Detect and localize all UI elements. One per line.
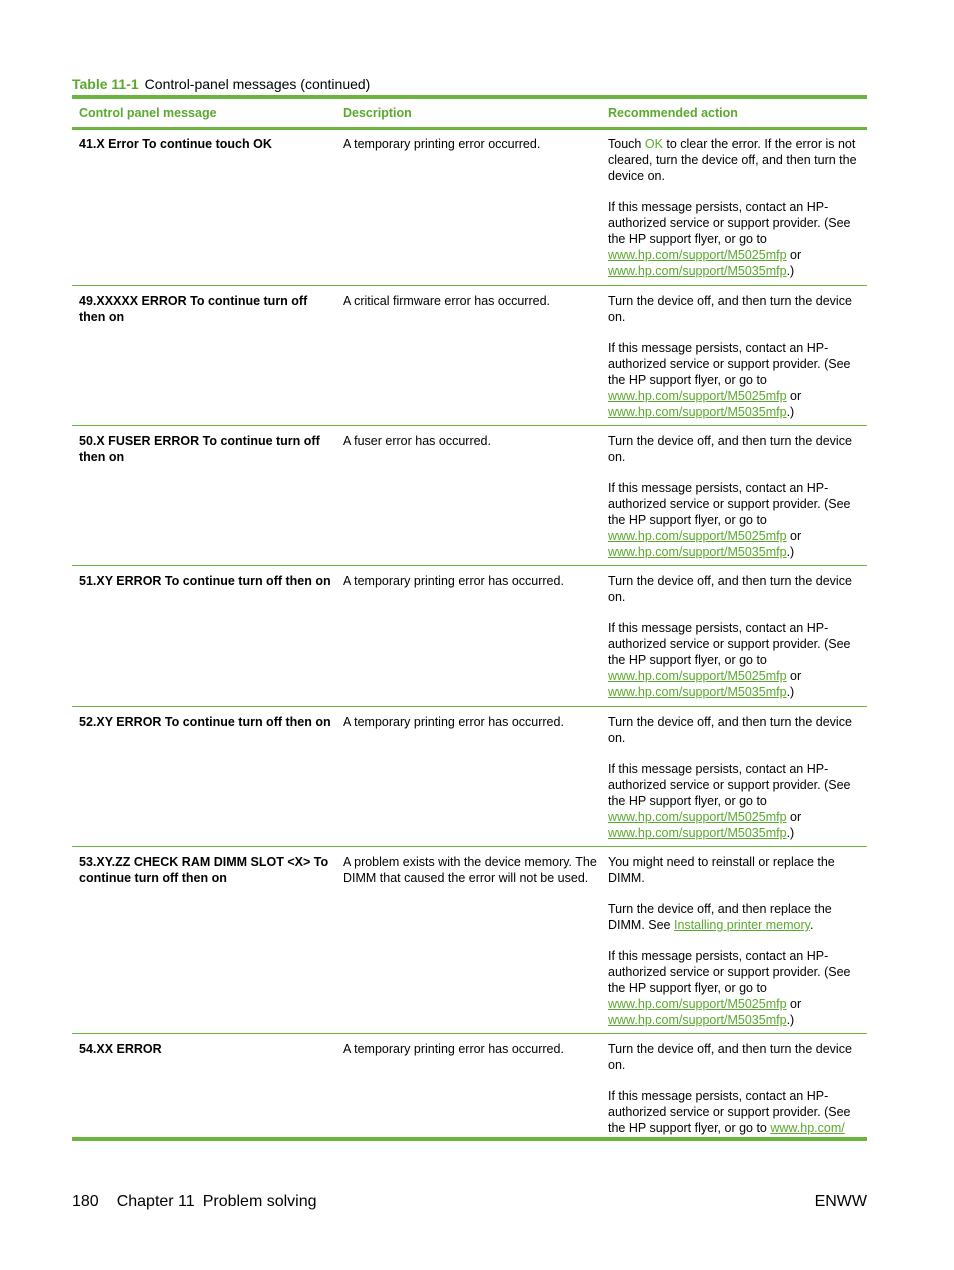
description-cell: A temporary printing error has occurred. xyxy=(343,1042,564,1056)
table-title: Control-panel messages (continued) xyxy=(144,76,371,92)
header-description: Description xyxy=(343,106,412,120)
close-text: .) xyxy=(786,685,795,699)
support-link-m5035[interactable]: www.hp.com/support/M5035mfp xyxy=(608,405,787,419)
message-cell: 53.XY.ZZ CHECK RAM DIMM SLOT <X> To continue turn off then on xyxy=(79,855,329,885)
action-cell xyxy=(608,293,867,420)
support-link-m5025[interactable]: www.hp.com/support/M5025mfp xyxy=(608,529,787,543)
support-link-m5035[interactable]: www.hp.com/support/M5035mfp xyxy=(608,685,787,699)
table-number: Table 11-1 xyxy=(72,76,139,92)
message-cell: 51.XY ERROR To continue turn off then on xyxy=(79,574,331,588)
installing-memory-link[interactable]: Installing printer memory xyxy=(674,918,810,932)
action-cell xyxy=(608,1041,867,1136)
support-link-m5035[interactable]: www.hp.com/support/M5035mfp xyxy=(608,545,787,559)
close-text: .) xyxy=(786,545,795,559)
table-row xyxy=(72,287,867,426)
table-row xyxy=(72,1035,867,1135)
action-cell xyxy=(608,433,867,560)
persist-text: If this message persists, contact an HP-authorized service or support provider. (See the HP support flyer, or go to xyxy=(608,949,851,995)
description-cell: A temporary printing error has occurred. xyxy=(343,574,564,588)
support-link-m5035[interactable]: www.hp.com/support/M5035mfp xyxy=(608,826,787,840)
persist-text: If this message persists, contact an HP-authorized service or support provider. (See the HP support flyer, or go to xyxy=(608,481,851,527)
table-row xyxy=(72,708,867,847)
action-text: Turn the device off, and then replace the DIMM. See xyxy=(608,902,832,932)
table-caption xyxy=(72,76,370,92)
description-cell: A fuser error has occurred. xyxy=(343,434,491,448)
action-text: Turn the device off, and then turn the device on. xyxy=(608,1042,852,1072)
close-text: .) xyxy=(786,405,795,419)
action-text: Turn the device off, and then turn the device on. xyxy=(608,574,852,604)
message-cell: 52.XY ERROR To continue turn off then on xyxy=(79,715,331,729)
support-link-m5035[interactable]: www.hp.com/support/M5035mfp xyxy=(608,1013,787,1027)
action-cell xyxy=(608,136,867,279)
persist-text: If this message persists, contact an HP-authorized service or support provider. (See the HP support flyer, or go to xyxy=(608,762,851,808)
page-number: 180 xyxy=(72,1193,99,1210)
support-link-m5025[interactable]: www.hp.com/support/M5025mfp xyxy=(608,389,787,403)
header-action: Recommended action xyxy=(608,106,738,120)
table-row xyxy=(72,427,867,566)
chapter-title: Problem solving xyxy=(202,1193,317,1210)
persist-text: If this message persists, contact an HP-authorized service or support provider. (See the HP support flyer, or go to xyxy=(608,1089,851,1135)
chapter-label: Chapter 11 xyxy=(116,1193,195,1210)
persist-text: If this message persists, contact an HP-authorized service or support provider. (See the HP support flyer, or go to xyxy=(608,341,851,387)
close-text: .) xyxy=(786,826,795,840)
ok-button-label: OK xyxy=(644,137,663,151)
description-cell: A temporary printing error occurred. xyxy=(343,137,541,151)
message-cell: 54.XX ERROR xyxy=(79,1042,162,1056)
close-text: .) xyxy=(786,1013,795,1027)
description-cell: A temporary printing error has occurred. xyxy=(343,715,564,729)
header-message: Control panel message xyxy=(79,106,217,120)
persist-text: If this message persists, contact an HP-authorized service or support provider. (See the HP support flyer, or go to xyxy=(608,200,851,246)
message-cell: 50.X FUSER ERROR To continue turn off then on xyxy=(79,434,320,464)
edition-code: ENWW xyxy=(814,1193,867,1210)
table-bottom-rule xyxy=(72,1137,867,1141)
action-text: Turn the device off, and then turn the device on. xyxy=(608,715,852,745)
or-text: or xyxy=(786,389,802,403)
or-text: or xyxy=(786,248,802,262)
action-text: You might need to reinstall or replace the DIMM. xyxy=(608,855,835,885)
support-link-m5025[interactable]: www.hp.com/support/M5025mfp xyxy=(608,248,787,262)
description-cell: A problem exists with the device memory. The DIMM that caused the error will not be used. xyxy=(343,855,597,885)
period-text: . xyxy=(809,918,814,932)
or-text: or xyxy=(786,669,802,683)
support-link-partial[interactable]: www.hp.com/ xyxy=(770,1121,845,1135)
or-text: or xyxy=(786,529,802,543)
action-text: to clear the error. If the error is not cleared, turn the device off, and then turn the device on. xyxy=(608,137,857,183)
table-row xyxy=(72,130,867,286)
table-row xyxy=(72,567,867,707)
action-cell xyxy=(608,854,867,1028)
action-text: Turn the device off, and then turn the device on. xyxy=(608,434,852,464)
support-link-m5025[interactable]: www.hp.com/support/M5025mfp xyxy=(608,997,787,1011)
support-link-m5035[interactable]: www.hp.com/support/M5035mfp xyxy=(608,264,787,278)
message-cell: 41.X Error To continue touch OK xyxy=(79,137,272,151)
support-link-m5025[interactable]: www.hp.com/support/M5025mfp xyxy=(608,669,787,683)
description-cell: A critical firmware error has occurred. xyxy=(343,294,551,308)
close-text: .) xyxy=(786,264,795,278)
persist-text: If this message persists, contact an HP-authorized service or support provider. (See the HP support flyer, or go to xyxy=(608,621,851,667)
action-cell xyxy=(608,714,867,841)
or-text: or xyxy=(786,810,802,824)
table-row xyxy=(72,848,867,1034)
message-cell: 49.XXXXX ERROR To continue turn off then on xyxy=(79,294,308,324)
or-text: or xyxy=(786,997,802,1011)
action-cell xyxy=(608,573,867,700)
support-link-m5025[interactable]: www.hp.com/support/M5025mfp xyxy=(608,810,787,824)
action-text: Touch xyxy=(608,137,645,151)
action-text: Turn the device off, and then turn the device on. xyxy=(608,294,852,324)
table-header xyxy=(72,99,867,130)
